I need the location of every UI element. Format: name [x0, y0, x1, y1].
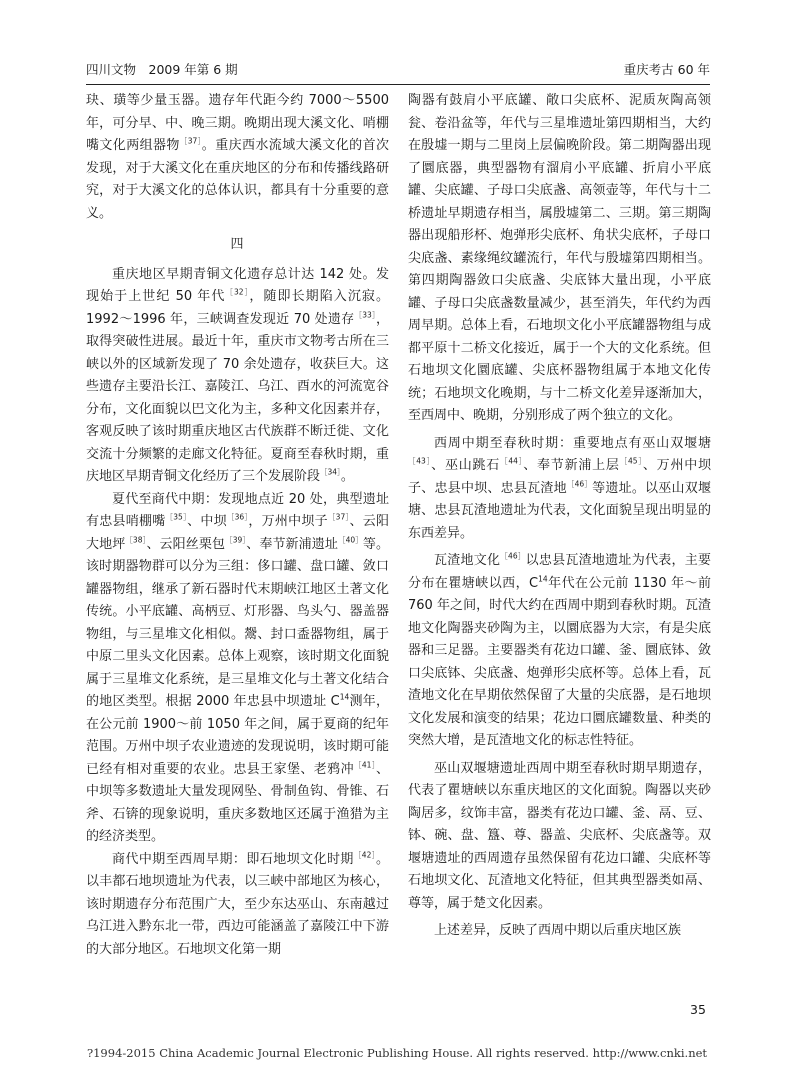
left-column [86, 90, 389, 961]
paragraph: 陶器有鼓肩小平底罐、敞口尖底杯、泥质灰陶高领瓮、卷沿盆等，年代与三星堆遗址第四期相当，大约在殷墟一期与二里岗上层偏晚阶段。第二期陶器出现了圜底器，典型器物有溜肩小平底罐、折肩小平底罐、尖底罐、子母口尖底盏、高领壶等，年代与十二桥遗址早期遗存相当，属殷墟第二、三期。第三期陶器出现船形杯、炮弹形尖底杯、角状尖底杯，子母口尖底盏、素缘绳纹罐流行，年代与殷墟第四期相当。第四期陶器敛口尖底盏、尖底钵大量出现，小平底罐、子母口尖底盏数量减少，甚至消失，年代约为西周早期。总体上看，石地坝文化小平底罐器物组与成都平原十二桥文化接近，属于一个大的文化系统。但石地坝文化圜底罐、尖底杯器物组属于本地文化传统；石地坝文化晚期，与十二桥文化差异逐渐加大，至西周中、晚期，分别形成了两个独立的文化。 [408, 93, 711, 423]
citation: ［46］ [500, 551, 526, 561]
citation: ［43］ [408, 456, 432, 466]
citation: ［40］ [338, 535, 363, 545]
right-column [408, 90, 711, 943]
citation: ［33］ [354, 310, 376, 320]
citation: ［45］ [619, 456, 643, 466]
paragraph: 上述差异，反映了西周中期以后重庆地区族 [434, 923, 682, 938]
paragraph: 重庆地区早期青铜文化遗存总计达 142 处。发现始于上世纪 50 年代$^{[32]}$，随即长期陷入沉寂。1992～1996 年，三峡调查发现近 70 处遗存$^{[33]}$，取得突破性进展。最近十年，重庆市文物考古所在三峡以外的区域新发现了 70 余处遗存，收获巨大。这些遗存主要沿长江、嘉陵江、乌江、酉水的河流宽谷分布，文化面貌以巴文化为主，多种文化因素并存，客观反映了该时期重庆地区古代族群不断迁徙、文化交流十分频繁的走廊文化特征。夏商至春秋时期，重庆地区早期青铜文化经历了三个发展阶段$^{[34]}$。 [86, 266, 390, 484]
isotope-superscript: 14 [538, 574, 548, 584]
citation: ［34］ [320, 467, 341, 477]
copyright-footer: ?1994-2015 China Academic Journal Electronic Publishing House. All rights reserved. http://www.cnki.net [86, 1046, 708, 1060]
citation: ［44］ [500, 456, 524, 466]
paragraph: 瓦渣地文化$^{[46]}$以忠县瓦渣地遗址为代表，主要分布在瞿塘峡以西，$C^{14}$年代在公元前 1130 年～前 760 年之间，时代大约在西周中期到春秋时期。瓦渣地文化陶器夹砂陶为主，以圜底器为大宗，有是尖底器和三足器。主要器类有花边口罐、釜、圜底钵、敛口尖底钵、尖底盏、炮弹形尖底杯等。总体上看，瓦渣地文化在早期依然保留了大量的尖底器，是石地坝文化发展和演变的结果；花边口圜底罐数量、种类的突然大增，是瓦渣地文化的标志性特征。 [408, 551, 711, 748]
section-heading: 四 [230, 237, 245, 252]
citation: ［35］ [165, 512, 188, 522]
isotope-superscript: 14 [339, 692, 350, 702]
running-header [86, 58, 710, 85]
paragraph: 巫山双堰塘遗址西周中期至春秋时期早期遗存，代表了瞿塘峡以东重庆地区的文化面貌。陶器以夹砂陶居多，纹饰丰富，器类有花边口罐、釜、鬲、豆、钵、碗、盘、簋、尊、器盖、尖底杯、尖底盏等。双堰塘遗址的西周遗存虽然保留有花边口罐、尖底杯等石地坝文化、瓦渣地文化特征，但其典型器类如鬲、尊等，属于楚文化因素。 [408, 760, 711, 911]
article-title: 重庆考古 60 年 [623, 62, 710, 77]
citation: ［38］ [125, 535, 147, 545]
citation: ［36］ [226, 512, 249, 522]
paragraph: 玦、璜等少量玉器。遗存年代距今约 7000～5500 年，可分早、中、晚三期。晚期出现大溪文化、哨棚嘴文化两组器物$^{[37]}$。重庆西水流域大溪文化的首次发现，对于大溪文化在重庆地区的分布和传播线路研究，对于大溪文化的总体认识，都具有十分重要的意义。 [86, 93, 389, 221]
citation: ［37］ [327, 512, 350, 522]
page-number: 35 [690, 1002, 706, 1017]
paragraph: 夏代至商代中期：发现地点近 20 处，典型遗址有忠县哨棚嘴$^{[35]}$、中坝$^{[36]}$，万州中坝子$^{[37]}$、云阳大地坪$^{[38]}$、云阳丝栗包$^{[39]}$、奉节新浦遗址$^{[40]}$等。该时期器物群可以分为三组：侈口罐、盘口罐、敛口罐器物组，继承了新石器时代末期峡江地区土著文化传统。小平底罐、高柄豆、灯形器、鸟头勺、器盖器物组，与三星堆文化相似。鬶、封口盉器物组，属于中原二里头文化因素。总体上观察，该时期文化面貌属于三星堆文化系统，是三星堆文化与土著文化结合的地区类型。根据 2000 年忠县中坝遗址 $C^{14}$测年，在公元前 1900～前 1050 年之间，属于夏商的纪年范围。万州中坝子农业遗迹的发现说明，该时期可能已经有相对重要的农业。忠县王家堡、老鸦冲$^{[41]}$、中坝等多数遗址大量发现网坠、骨制鱼钩、骨锥、石斧、石锛的现象说明，重庆多数地区还属于渔猎为主的经济类型。 [86, 491, 389, 844]
paragraph: 商代中期至西周早期：即石地坝文化时期$^{[42]}$。以丰都石地坝遗址为代表，以三峡中部地区为核心，该时期遗存分布范围广大，至少东达巫山、东南越过乌江进入黔东北一带，西边可能涵盖了嘉陵江中下游的大部分地区。石地坝文化第一期 [86, 850, 389, 957]
citation: ［46］ [566, 479, 593, 489]
citation: ［39］ [225, 535, 247, 545]
citation: ［37］ [179, 136, 202, 146]
citation: ［41］ [353, 760, 376, 770]
citation: ［42］ [353, 850, 376, 860]
citation: ［32］ [225, 287, 250, 297]
paragraph: 西周中期至春秋时期：重要地点有巫山双堰塘$^{[43]}$、巫山跳石$^{[44]}$、奉节新浦上层$^{[45]}$、万州中坝子、忠县中坝、忠县瓦渣地$^{[46]}$等遗址。以巫山双堰塘、忠县瓦渣地遗址为代表，文化面貌呈现出明显的东西差异。 [408, 435, 712, 541]
journal-issue: 四川文物 2009 年第 6 期 [86, 62, 238, 77]
